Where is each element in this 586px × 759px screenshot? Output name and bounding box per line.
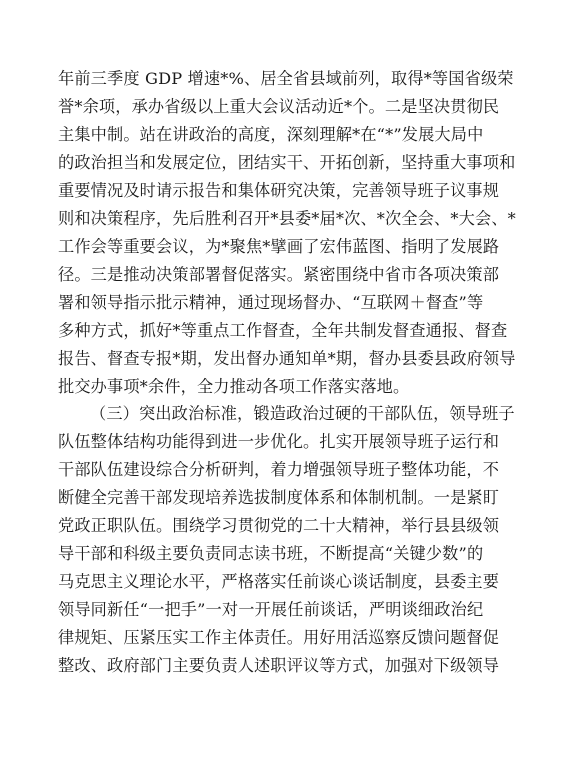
paragraph-2 — [58, 400, 528, 680]
text-line: 署和领导指示批示精神，通过现场督办、“互联网＋督查”等 — [58, 293, 484, 312]
text-line: 律规矩、压紧压实工作主体责任。用好用活巡察反馈问题督促 — [58, 628, 500, 647]
text-line: 队伍整体结构功能得到进一步优化。扎实开展领导班子运行和 — [58, 432, 500, 451]
paragraph-1 — [58, 65, 528, 401]
text-line: 导干部和科级主要负责同志读书班，不断提高“关键少数”的 — [58, 544, 484, 563]
text-line: 的政治担当和发展定位，团结实干、开拓创新，坚持重大事项和 — [58, 153, 516, 172]
text-line: 整改、政府部门主要负责人述职评议等方式，加强对下级领导 — [58, 656, 500, 675]
text-line: 领导同新任“一把手”一对一开展任前谈话，严明谈细政治纪 — [58, 600, 484, 619]
text-line: 誉*余项，承办省级以上重大会议活动近*个。二是坚决贯彻民 — [58, 97, 500, 116]
section-heading-line: （三）突出政治标准，锻造政治过硬的干部队伍，领导班子 — [90, 404, 515, 423]
text-line: 干部队伍建设综合分析研判，着力增强领导班子整体功能，不 — [58, 460, 500, 479]
text-line: 报告、督查专报*期，发出督办通知单*期，督办县委县政府领导 — [58, 349, 516, 368]
text-line: 党政正职队伍。围绕学习贯彻党的二十大精神，举行县县级领 — [58, 516, 500, 535]
text-line: 工作会等重要会议，为*聚焦*擘画了宏伟蓝图、指明了发展路 — [58, 237, 500, 256]
text-line: 径。三是推动决策部署督促落实。紧密围绕中省市各项决策部 — [58, 265, 500, 284]
text-line: 年前三季度 GDP 增速*%、居全省县域前列，取得*等国省级荣 — [58, 69, 514, 88]
text-line: 主集中制。站在讲政治的高度，深刻理解*在“*”发展大局中 — [58, 125, 484, 144]
text-line: 批交办事项*余件，全力推动各项工作落实落地。 — [58, 377, 410, 396]
text-line: 断健全完善干部发现培养选拔制度体系和体制机制。一是紧盯 — [58, 488, 500, 507]
text-line: 多种方式，抓好*等重点工作督查，全年共制发督查通报、督查 — [58, 321, 508, 340]
text-line: 马克思主义理论水平，严格落实任前谈心谈话制度，县委主要 — [58, 572, 500, 591]
text-line: 则和决策程序，先后胜利召开*县委*届*次、*次全会、*大会、* — [58, 209, 516, 228]
text-line: 重要情况及时请示报告和集体研究决策，完善领导班子议事规 — [58, 181, 500, 200]
